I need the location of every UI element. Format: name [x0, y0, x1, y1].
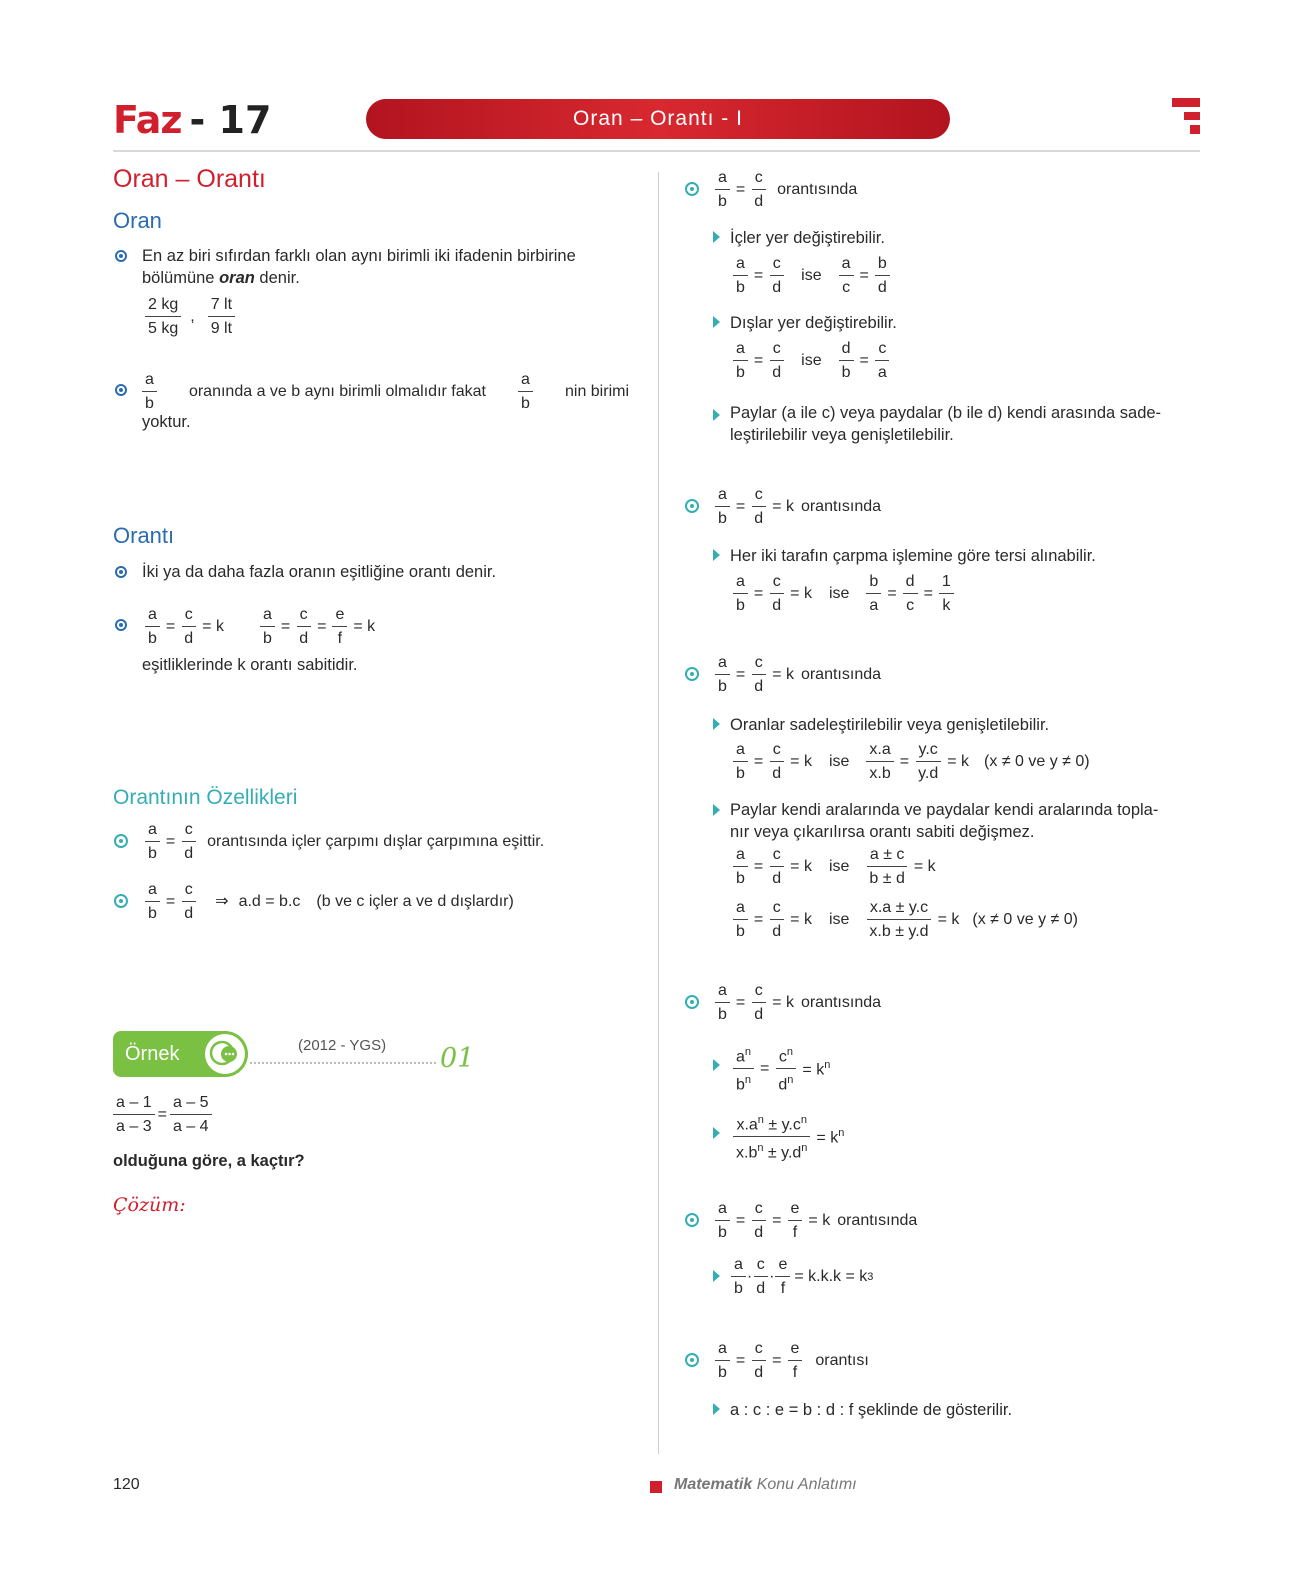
r1-header: $\frac{a}{b}$ = $\frac{c}{d}$ orantısında [712, 168, 857, 211]
oran-definition: En az biri sıfırdan farklı olan aynı birimli iki ifadenin birbirine bölümüne oran denir. [142, 247, 576, 287]
oran-note: $\frac{a}{b}$ oranında a ve b aynı birimli olmalıdır fakat $\frac{a}{b}$ nin birimi [142, 370, 629, 413]
r1-sub1-eq: $\frac{a}{b}$ = $\frac{c}{d}$ ise $\frac{a}{c}$ = $\frac{b}{d}$ [730, 254, 893, 297]
bullet-icon [114, 834, 128, 848]
bullet-icon [115, 619, 127, 631]
book-title: Matematik Konu Anlatımı [674, 1476, 857, 1493]
logo-number: - 17 [189, 98, 272, 142]
oranti-note: eşitliklerinde k orantı sabitidir. [142, 656, 358, 674]
r5-header: $\frac{a}{b}$ = $\frac{c}{d}$ = $\frac{e}{f}$ = k orantısında [712, 1199, 917, 1242]
page-number: 120 [113, 1476, 140, 1493]
bullet-icon [685, 182, 699, 196]
column-divider [658, 172, 659, 1454]
r2-header: $\frac{a}{b}$ = $\frac{c}{d}$ = k orantısında [712, 485, 881, 528]
r3-sub1-eq: $\frac{a}{b}$ = $\frac{c}{d}$ = k ise $\frac{x.a}{x.b}$ = $\frac{y.c}{y.d}$ = k (x ≠ 0 ve y ≠ 0) [730, 740, 1090, 783]
dotted-leader [250, 1062, 436, 1064]
r6-sub1: a : c : e = b : d : f şeklinde de gösterilir. [730, 1401, 1013, 1419]
faz-logo [113, 96, 271, 140]
banner-title: Oran – Orantı - I [573, 107, 743, 130]
oranti-heading: Orantı [113, 523, 175, 548]
arrow-icon [713, 718, 720, 730]
arrow-icon [713, 1127, 720, 1139]
r1-sub2: Dışlar yer değiştirebilir. [730, 314, 897, 332]
r6-header: $\frac{a}{b}$ = $\frac{c}{d}$ = $\frac{e}{f}$ orantısı [712, 1339, 869, 1382]
r3-sub1: Oranlar sadeleştirilebilir veya genişletilebilir. [730, 716, 1050, 734]
ornek-equation: $\frac{a - 1}{a - 3}$ = $\frac{a - 5}{a - 4}$ [113, 1093, 212, 1136]
r3-sub2-eq2: $\frac{a}{b}$ = $\frac{c}{d}$ = k ise $\frac{x.a \pm y.c}{x.b \pm y.d}$ = k (x ≠ 0 ve y ≠ 0) [730, 898, 1078, 941]
r3-sub2-eq1: $\frac{a}{b}$ = $\frac{c}{d}$ = k ise $\frac{a \pm c}{b \pm d}$ = k [730, 845, 939, 888]
arrow-icon [713, 549, 720, 561]
ornek-year: (2012 - YGS) [298, 1037, 387, 1054]
bullet-icon [115, 566, 127, 578]
arrow-icon [713, 1059, 720, 1071]
fraction: $\frac{2 kg}{5 kg}$ [145, 295, 181, 338]
chapter-banner [366, 99, 950, 139]
oranti-definition: İki ya da daha fazla oranın eşitliğine orantı denir. [142, 563, 497, 581]
ornek-number: 01 [440, 1043, 475, 1074]
bullet-icon [685, 667, 699, 681]
section-title: Oran – Orantı [113, 165, 266, 193]
r3-header: $\frac{a}{b}$ = $\frac{c}{d}$ = k orantısında [712, 653, 881, 696]
oran-examples: $\frac{2 kg}{5 kg}$ , $\frac{7 lt}{9 lt}$ [142, 295, 238, 338]
r4-header: $\frac{a}{b}$ = $\frac{c}{d}$ = k orantısında [712, 981, 881, 1024]
r4-eq1: $\frac{a^n}{b^n}$ = $\frac{c^n}{d^n}$ = $k^n$ [730, 1043, 833, 1095]
arrow-icon [713, 1270, 720, 1282]
bullet-icon [685, 499, 699, 513]
fraction: $\frac{7 lt}{9 lt}$ [208, 295, 235, 338]
ornek-question: olduğuna göre, a kaçtır? [113, 1152, 305, 1170]
r1-sub2-eq: $\frac{a}{b}$ = $\frac{c}{d}$ ise $\frac{d}{b}$ = $\frac{c}{a}$ [730, 339, 893, 382]
r5-eq: $\frac{a}{b}$ · $\frac{c}{d}$ · $\frac{e}{f}$ = k.k.k = k 3 [730, 1255, 873, 1298]
ozellik-1: $\frac{a}{b}$ = $\frac{c}{d}$ orantısında içler çarpımı dışlar çarpımına eşittir. [142, 820, 544, 863]
bullet-icon [685, 995, 699, 1009]
oran-note-end: yoktur. [142, 413, 191, 431]
bullet-icon [685, 1213, 699, 1227]
chat-bubble-icon [205, 1034, 245, 1074]
ozellik-2: $\frac{a}{b}$ = $\frac{c}{d}$ ⇒ a.d = b.c (b ve c içler a ve d dışlardır) [142, 880, 514, 923]
oran-heading: Oran [113, 208, 162, 233]
bullet-icon [115, 384, 127, 396]
ornek-label: Örnek [125, 1043, 180, 1065]
cozum-label: Çözüm: [113, 1194, 186, 1216]
arrow-icon [713, 316, 720, 328]
logo-word: Faz [113, 98, 182, 142]
arrow-icon [713, 231, 720, 243]
r3-sub2: Paylar kendi aralarında ve paydalar kendi aralarında topla- nır veya çıkarılırsa orantı sabiti değişmez. [730, 801, 1159, 841]
oranti-equations: $\frac{a}{b}$ = $\frac{c}{d}$ = k $\frac{a}{b}$ = $\frac{c}{d}$ = $\frac{e}{f}$ = k [142, 605, 378, 648]
r1-sub3: Paylar (a ile c) veya paydalar (b ile d) kendi arasında sade- leştirilebilir veya genişletilebilir. [730, 404, 1162, 444]
r2-sub1: Her iki tarafın çarpma işlemine göre tersi alınabilir. [730, 547, 1096, 565]
arrow-icon [713, 409, 720, 421]
r1-sub1: İçler yer değiştirebilir. [730, 229, 885, 247]
ozellikler-heading: Orantının Özellikleri [113, 786, 298, 809]
r2-sub1-eq: $\frac{a}{b}$ = $\frac{c}{d}$ = k ise $\frac{b}{a}$ = $\frac{d}{c}$ = $\frac{1}{k}$ [730, 572, 957, 615]
bullet-icon [114, 894, 128, 908]
arrow-icon [713, 1403, 720, 1415]
corner-logo-icon [1172, 98, 1200, 140]
bullet-icon [685, 1353, 699, 1367]
bullet-icon [115, 250, 127, 262]
arrow-icon [713, 804, 720, 816]
footer-square-icon [650, 1481, 662, 1493]
r4-eq2: $\frac{x.a^n \pm y.c^n}{x.b^n \pm y.d^n}$ = $k^n$ [730, 1111, 847, 1163]
header-divider [113, 150, 1200, 152]
